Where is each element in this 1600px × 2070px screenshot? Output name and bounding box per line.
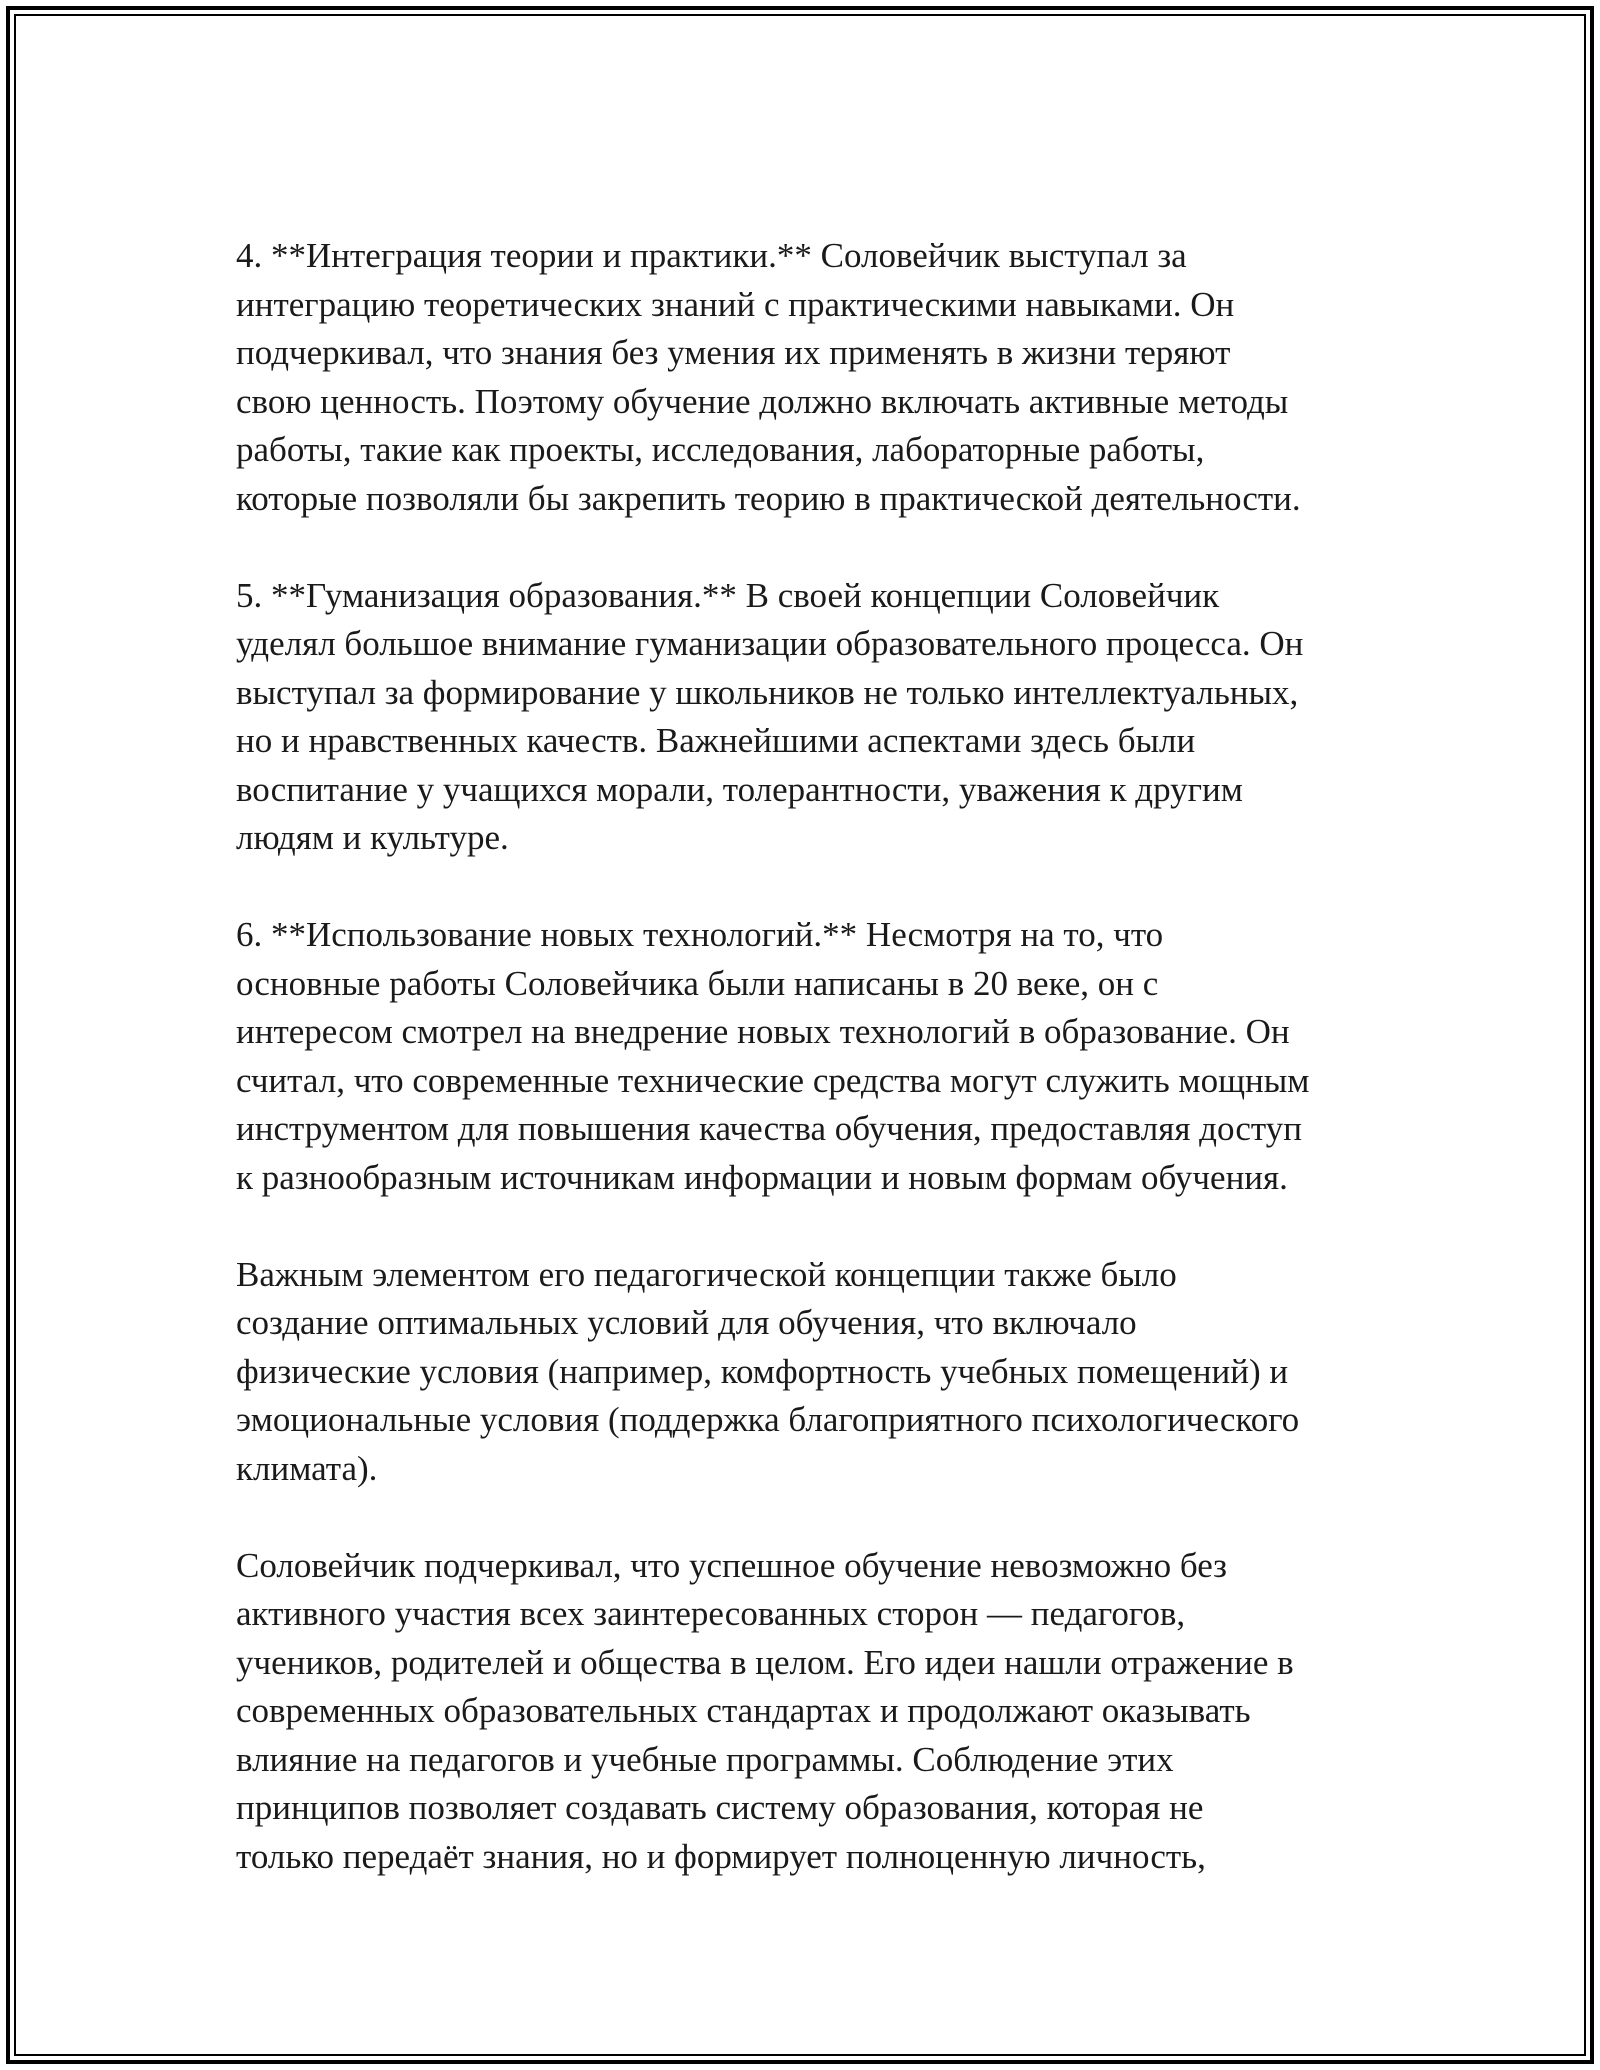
text-line: 4. **Интеграция теории и практики.** Соловейчик выступал за: [236, 236, 1187, 275]
text-line: физические условия (например, комфортность учебных помещений) и: [236, 1351, 1289, 1391]
paragraph-stakeholder-participation: [236, 1542, 1376, 1882]
text-line: интеграцию теоретических знаний с практическими навыками. Он: [236, 284, 1235, 324]
document-body: [236, 232, 1376, 1930]
text-line: инструментом для повышения качества обучения, предоставляя доступ: [236, 1109, 1302, 1148]
text-line: свою ценность. Поэтому обучение должно включать активные методы: [236, 381, 1289, 421]
text-line: 6. **Использование новых технологий.** Несмотря на то, что: [236, 915, 1164, 954]
text-line: основные работы Соловейчика были написаны в 20 веке, он с: [236, 963, 1159, 1003]
text-line: эмоциональные условия (поддержка благоприятного психологического: [236, 1400, 1300, 1439]
text-line: учеников, родителей и общества в целом. Его идеи нашли отражение в: [236, 1642, 1294, 1682]
text-line: уделял большое внимание гуманизации образовательного процесса. Он: [236, 624, 1304, 663]
text-line: которые позволяли бы закрепить теорию в практической деятельности.: [236, 478, 1301, 518]
paragraph-integration-theory-practice: [236, 232, 1376, 523]
paragraph-new-technologies: [236, 911, 1376, 1202]
text-line: современных образовательных стандартах и продолжают оказывать: [236, 1691, 1251, 1730]
text-line: принципов позволяет создавать систему образования, которая не: [236, 1788, 1204, 1827]
text-line: создание оптимальных условий для обучения, что включало: [236, 1303, 1137, 1342]
text-line: людям и культуре.: [236, 818, 509, 857]
text-line: активного участия всех заинтересованных сторон — педагогов,: [236, 1594, 1186, 1633]
text-line: считал, что современные технические средства могут служить мощным: [236, 1060, 1310, 1100]
text-line: 5. **Гуманизация образования.** В своей концепции Соловейчик: [236, 575, 1220, 615]
text-line: Соловейчик подчеркивал, что успешное обучение невозможно без: [236, 1545, 1227, 1585]
text-line: только передаёт знания, но и формирует полноценную личность,: [236, 1836, 1206, 1876]
text-line: выступал за формирование у школьников не только интеллектуальных,: [236, 672, 1299, 712]
paragraph-humanization-education: [236, 572, 1376, 863]
text-line: но и нравственных качеств. Важнейшими аспектами здесь были: [236, 721, 1196, 760]
text-line: работы, такие как проекты, исследования, лабораторные работы,: [236, 430, 1205, 469]
text-line: воспитание у учащихся морали, толерантности, уважения к другим: [236, 769, 1243, 809]
text-line: подчеркивал, что знания без умения их применять в жизни теряют: [236, 333, 1231, 372]
paragraph-learning-conditions: [236, 1251, 1376, 1494]
text-line: Важным элементом его педагогической концепции также было: [236, 1254, 1177, 1294]
text-line: интересом смотрел на внедрение новых технологий в образование. Он: [236, 1012, 1290, 1051]
text-line: влияние на педагогов и учебные программы. Соблюдение этих: [236, 1739, 1174, 1779]
text-line: к разнообразным источникам информации и новым формам обучения.: [236, 1157, 1288, 1197]
text-line: климата).: [236, 1448, 378, 1488]
